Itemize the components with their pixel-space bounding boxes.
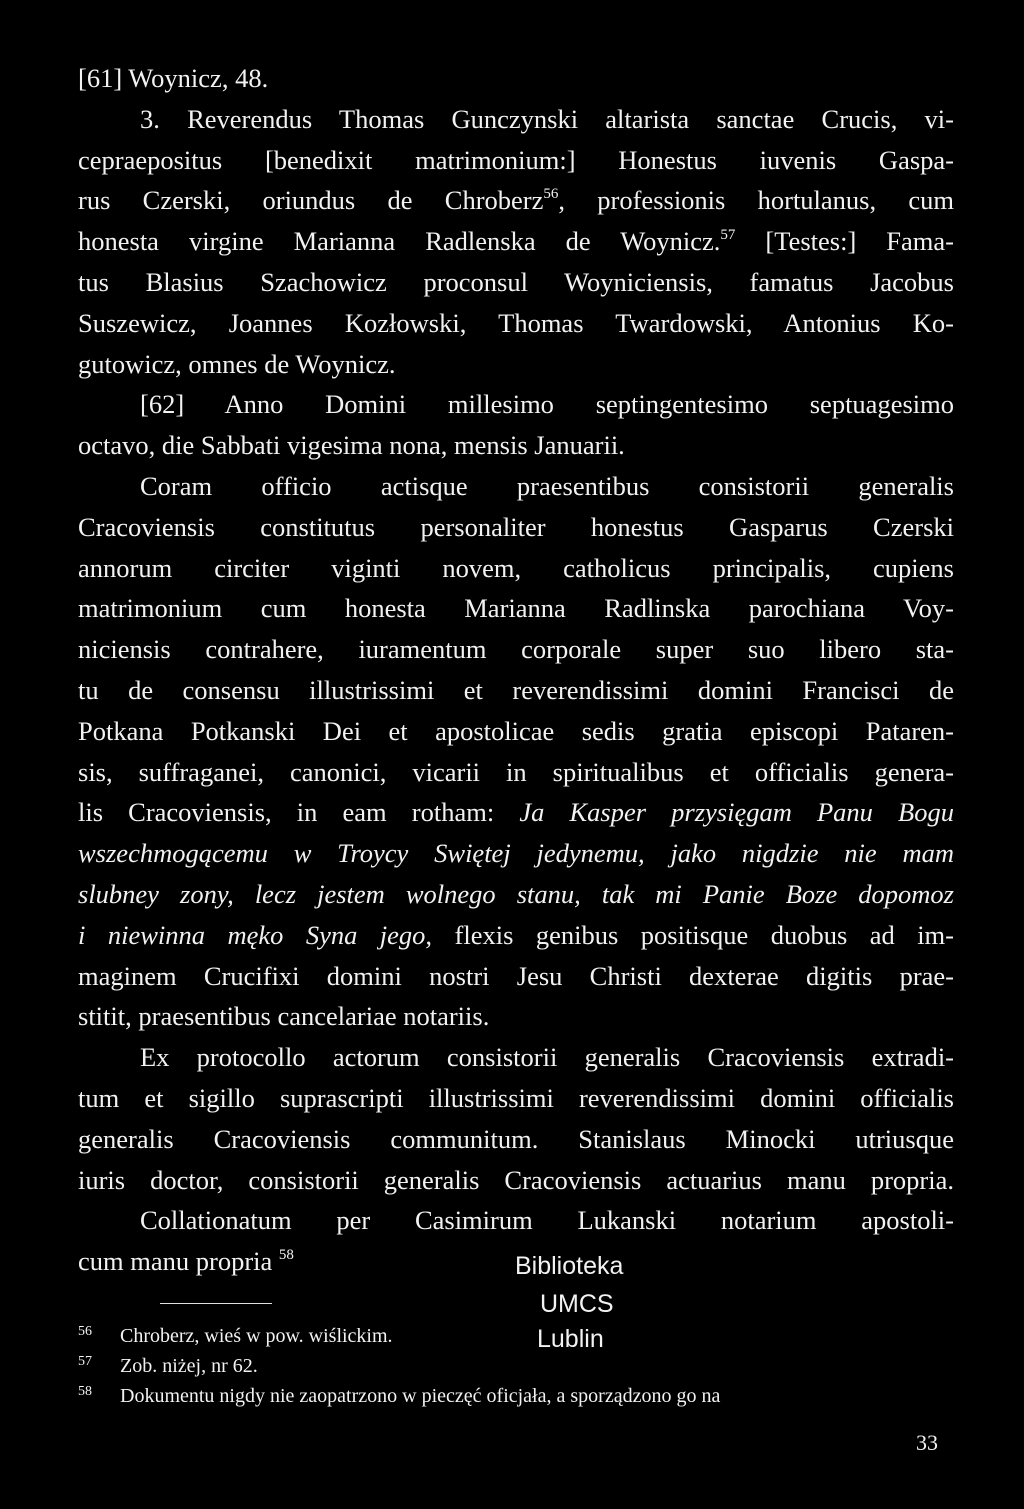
entry-62-oath-line: slubney zony, lecz jestem wolnego stanu, tak mi Panie Boze dopomoz [78,878,954,909]
entry-61-line: tus Blasius Szachowicz proconsul Woyniciensis, famatus Jacobus [78,266,954,297]
footnote-ref-56[interactable]: 56 [543,186,559,203]
footnote-separator [160,1303,272,1304]
entry-61-line: gutowicz, omnes de Woynicz. [78,348,396,379]
entry-62-para2-line: iuris doctor, consistorii generalis Cracoviensis actuarius manu propria. [78,1164,954,1195]
footnote-57: 57 Zob. niżej, nr 62. [78,1354,258,1377]
page-body [78,58,954,1282]
entry-61-line: cepraepositus [benedixit matrimonium:] Honestus iuvenis Gaspa- [78,144,954,175]
entry-62-header: [62] Anno Domini millesimo septingentesimo septuagesimo [140,389,954,420]
entry-62-oath-line: wszechmogącemu w Troycy Swiętej jedynemu, jako nigdzie nie mam [78,838,954,869]
entry-62-para2-line: generalis Cracoviensis communitum. Stanislaus Minocki utriusque [78,1123,954,1154]
oath-text: Ja Kasper przysięgam Panu Bogu [519,797,954,828]
entry-62-para2-line: tum et sigillo suprascripti illustrissimi reverendissimi domini officialis [78,1082,954,1113]
entry-62-para1-line: tu de consensu illustrissimi et reverendissimi domini Francisci de [78,674,954,705]
entry-62-para1-line: sis, suffraganei, canonici, vicarii in spiritualibus et officialis genera- [78,756,954,787]
entry-62-para1-line: Cracoviensis constitutus personaliter honestus Gasparus Czerski [78,511,954,542]
entry-61-header: [61] Woynicz, 48. [78,63,269,93]
page-number: 33 [916,1430,938,1455]
entry-62-para1-line: lis Cracoviensis, in eam rotham: Ja Kasper przysięgam Panu Bogu [78,797,954,828]
entry-62-para2-line: Ex protocollo actorum consistorii generalis Cracoviensis extradi- [140,1042,954,1073]
entry-62-para1-line: Potkana Potkanski Dei et apostolicae sedis gratia episcopi Pataren- [78,715,954,746]
entry-61-line: honesta virgine Marianna Radlenska de Woynicz.$^{57}$ [Testes:] Fama- [78,226,955,257]
footnote-ref-58[interactable]: 58 [278,1247,294,1264]
entry-61-line: Suszewicz, Joannes Kozłowski, Thomas Twardowski, Antonius Ko- [78,307,954,338]
entry-62-para1-line: matrimonium cum honesta Marianna Radlinska parochiana Voy- [78,593,954,624]
entry-62-para1-line: maginem Crucifixi domini nostri Jesu Christi dexterae digitis prae- [78,960,954,991]
library-stamp-line: Biblioteka [515,1252,624,1280]
entry-62-para1-line: Coram officio actisque praesentibus consistorii generalis [140,470,954,501]
library-stamp-line: Lublin [537,1325,604,1353]
entry-62-para3-line: cum manu propria $^{58}$ [78,1246,294,1277]
entry-61-line: rus Czerski, oriundus de Chroberz$^{56}$, professionis hortulanus, cum [78,185,955,216]
entry-62-para1-line: annorum circiter viginti novem, catholicus principalis, cupiens [78,552,954,583]
entry-62-para3-line: Collationatum per Casimirum Lukanski notarium apostoli- [140,1205,954,1236]
footnote-58: 58 Dokumentu nigdy nie zaopatrzono w pieczęć oficjała, a sporządzono go na [78,1384,721,1407]
entry-62-para1-line: i niewinna męko Syna jego, flexis genibus positisque duobus ad im- [78,919,954,950]
entry-62-para1-line: stitit, praesentibus cancelariae notariis. [78,1001,490,1032]
library-stamp-line: UMCS [540,1290,614,1318]
footnote-ref-57[interactable]: 57 [720,227,736,244]
entry-62-para1-line: niciensis contrahere, iuramentum corporale super suo libero sta- [78,634,954,665]
entry-62-line: octavo, die Sabbati vigesima nona, mensis Januarii. [78,430,625,461]
footnote-56: 56 Chroberz, wieś w pow. wiślickim. [78,1324,393,1347]
entry-61-line: 3. Reverendus Thomas Gunczynski altarista sanctae Crucis, vi- [140,103,954,134]
